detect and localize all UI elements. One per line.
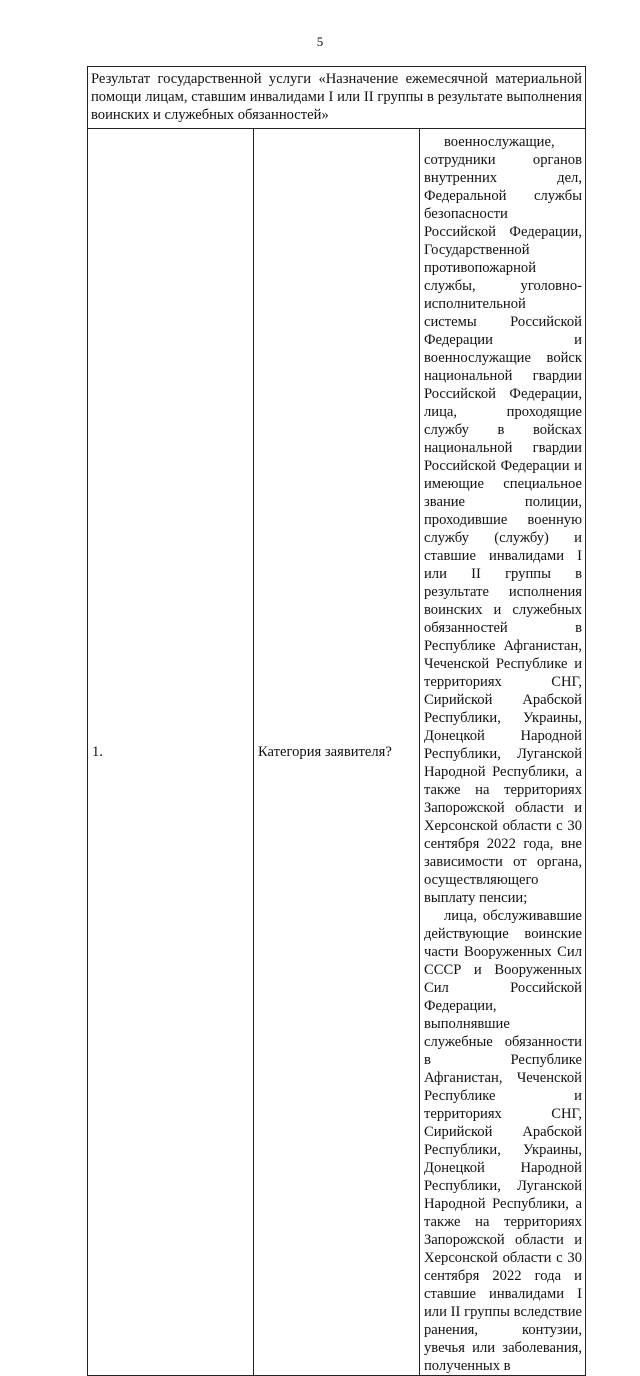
content-paragraph-2: лица, обслуживавшие действующие воинские части Вооруженных Сил СССР и Вооруженных Сил Российской Федерации, выполнявшие служебные обязанности в Республике Афганистан, Чеченской Республике и территориях СНГ, Сирийской Арабской Республики, Украины, Донецкой Народной Республики, Луганской Народной Республики, а также на территориях Запорожской области и Херсонской области с 30 сентября 2022 года и ставшие инвалидами I или II группы вследствие ранения, контузии, увечья или заболевания, полученных в bbox=[424, 908, 582, 1374]
row-content bbox=[420, 129, 586, 1376]
table-row bbox=[88, 129, 586, 1376]
service-table bbox=[87, 66, 586, 1376]
table-header-row bbox=[88, 67, 586, 129]
service-result-title: Результат государственной услуги «Назначение ежемесячной материальной помощи лицам, ставшим инвалидами I или II группы в результате выполнения воинских и служебных обязанностей» bbox=[88, 67, 586, 129]
page-number: 5 bbox=[316, 34, 324, 49]
row-number: 1. bbox=[88, 129, 254, 1376]
content-paragraph-1: военнослужащие, сотрудники органов внутренних дел, Федеральной службы безопасности Российской Федерации, Государственной противопожарной службы, уголовно-исполнительной системы Российской Федерации и военнослужащие войск национальной гвардии Российской Федерации, лица, проходящие службу в войсках национальной гвардии Российской Федерации и имеющие специальное звание полиции, проходившие военную службу (службу) и ставшие инвалидами I или II группы в результате исполнения воинских и служебных обязанностей в Республике Афганистан, Чеченской Республике и территориях СНГ, Сирийской Арабской Республики, Украины, Донецкой Народной Республики, Луганской Народной Республики, а также на территориях Запорожской области и Херсонской области с 30 сентября 2022 года, вне зависимости от органа, осуществляющего выплату пенсии; bbox=[424, 134, 582, 906]
row-label: Категория заявителя? bbox=[254, 129, 420, 1376]
